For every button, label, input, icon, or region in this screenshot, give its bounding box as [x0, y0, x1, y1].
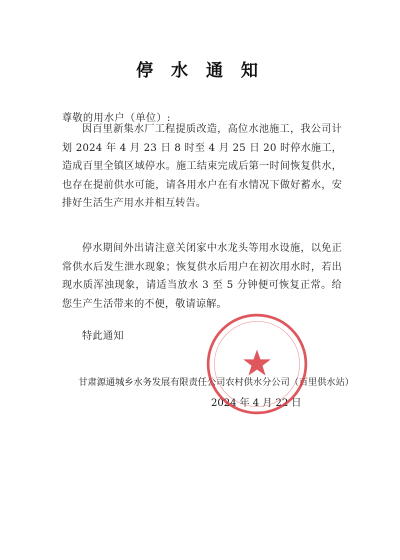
salutation: 尊敬的用水户（单位）:: [62, 113, 171, 124]
closing-line: 特此通知: [82, 331, 124, 342]
notice-paragraph-2: 停水期间外出请注意关闭家中水龙头等用水设施，以免正常供水后发生泄水现象；恢复供水后用户在初次用水时，若出现水质浑浊现象，请适当放水 3 至 5 分钟便可恢复正常。给您生产生活带来的不便，敬请谅解。: [62, 243, 342, 310]
company-seal: [205, 312, 309, 416]
signature-date: 2024 年 4 月 22 日: [211, 398, 302, 409]
notice-paragraph-1: 因百里新集水厂工程提质改造，高位水池施工，我公司计划 2024 年 4 月 23 日 8 时至 4 月 25 日 20 时停水施工，造成百里全镇区域停水。施工结束完成后第一时间恢复供水，也存在提前供水可能，请各用水户在有水情况下做好蓄水，安排好生活生产用水并相互转告。: [62, 124, 342, 209]
notice-title: 停 水 通 知: [136, 61, 264, 81]
seal-star-icon: [243, 349, 271, 375]
signature-organization: 甘肃源通城乡水务发展有限责任公司农村供水分公司（百里供水站）: [78, 377, 354, 388]
